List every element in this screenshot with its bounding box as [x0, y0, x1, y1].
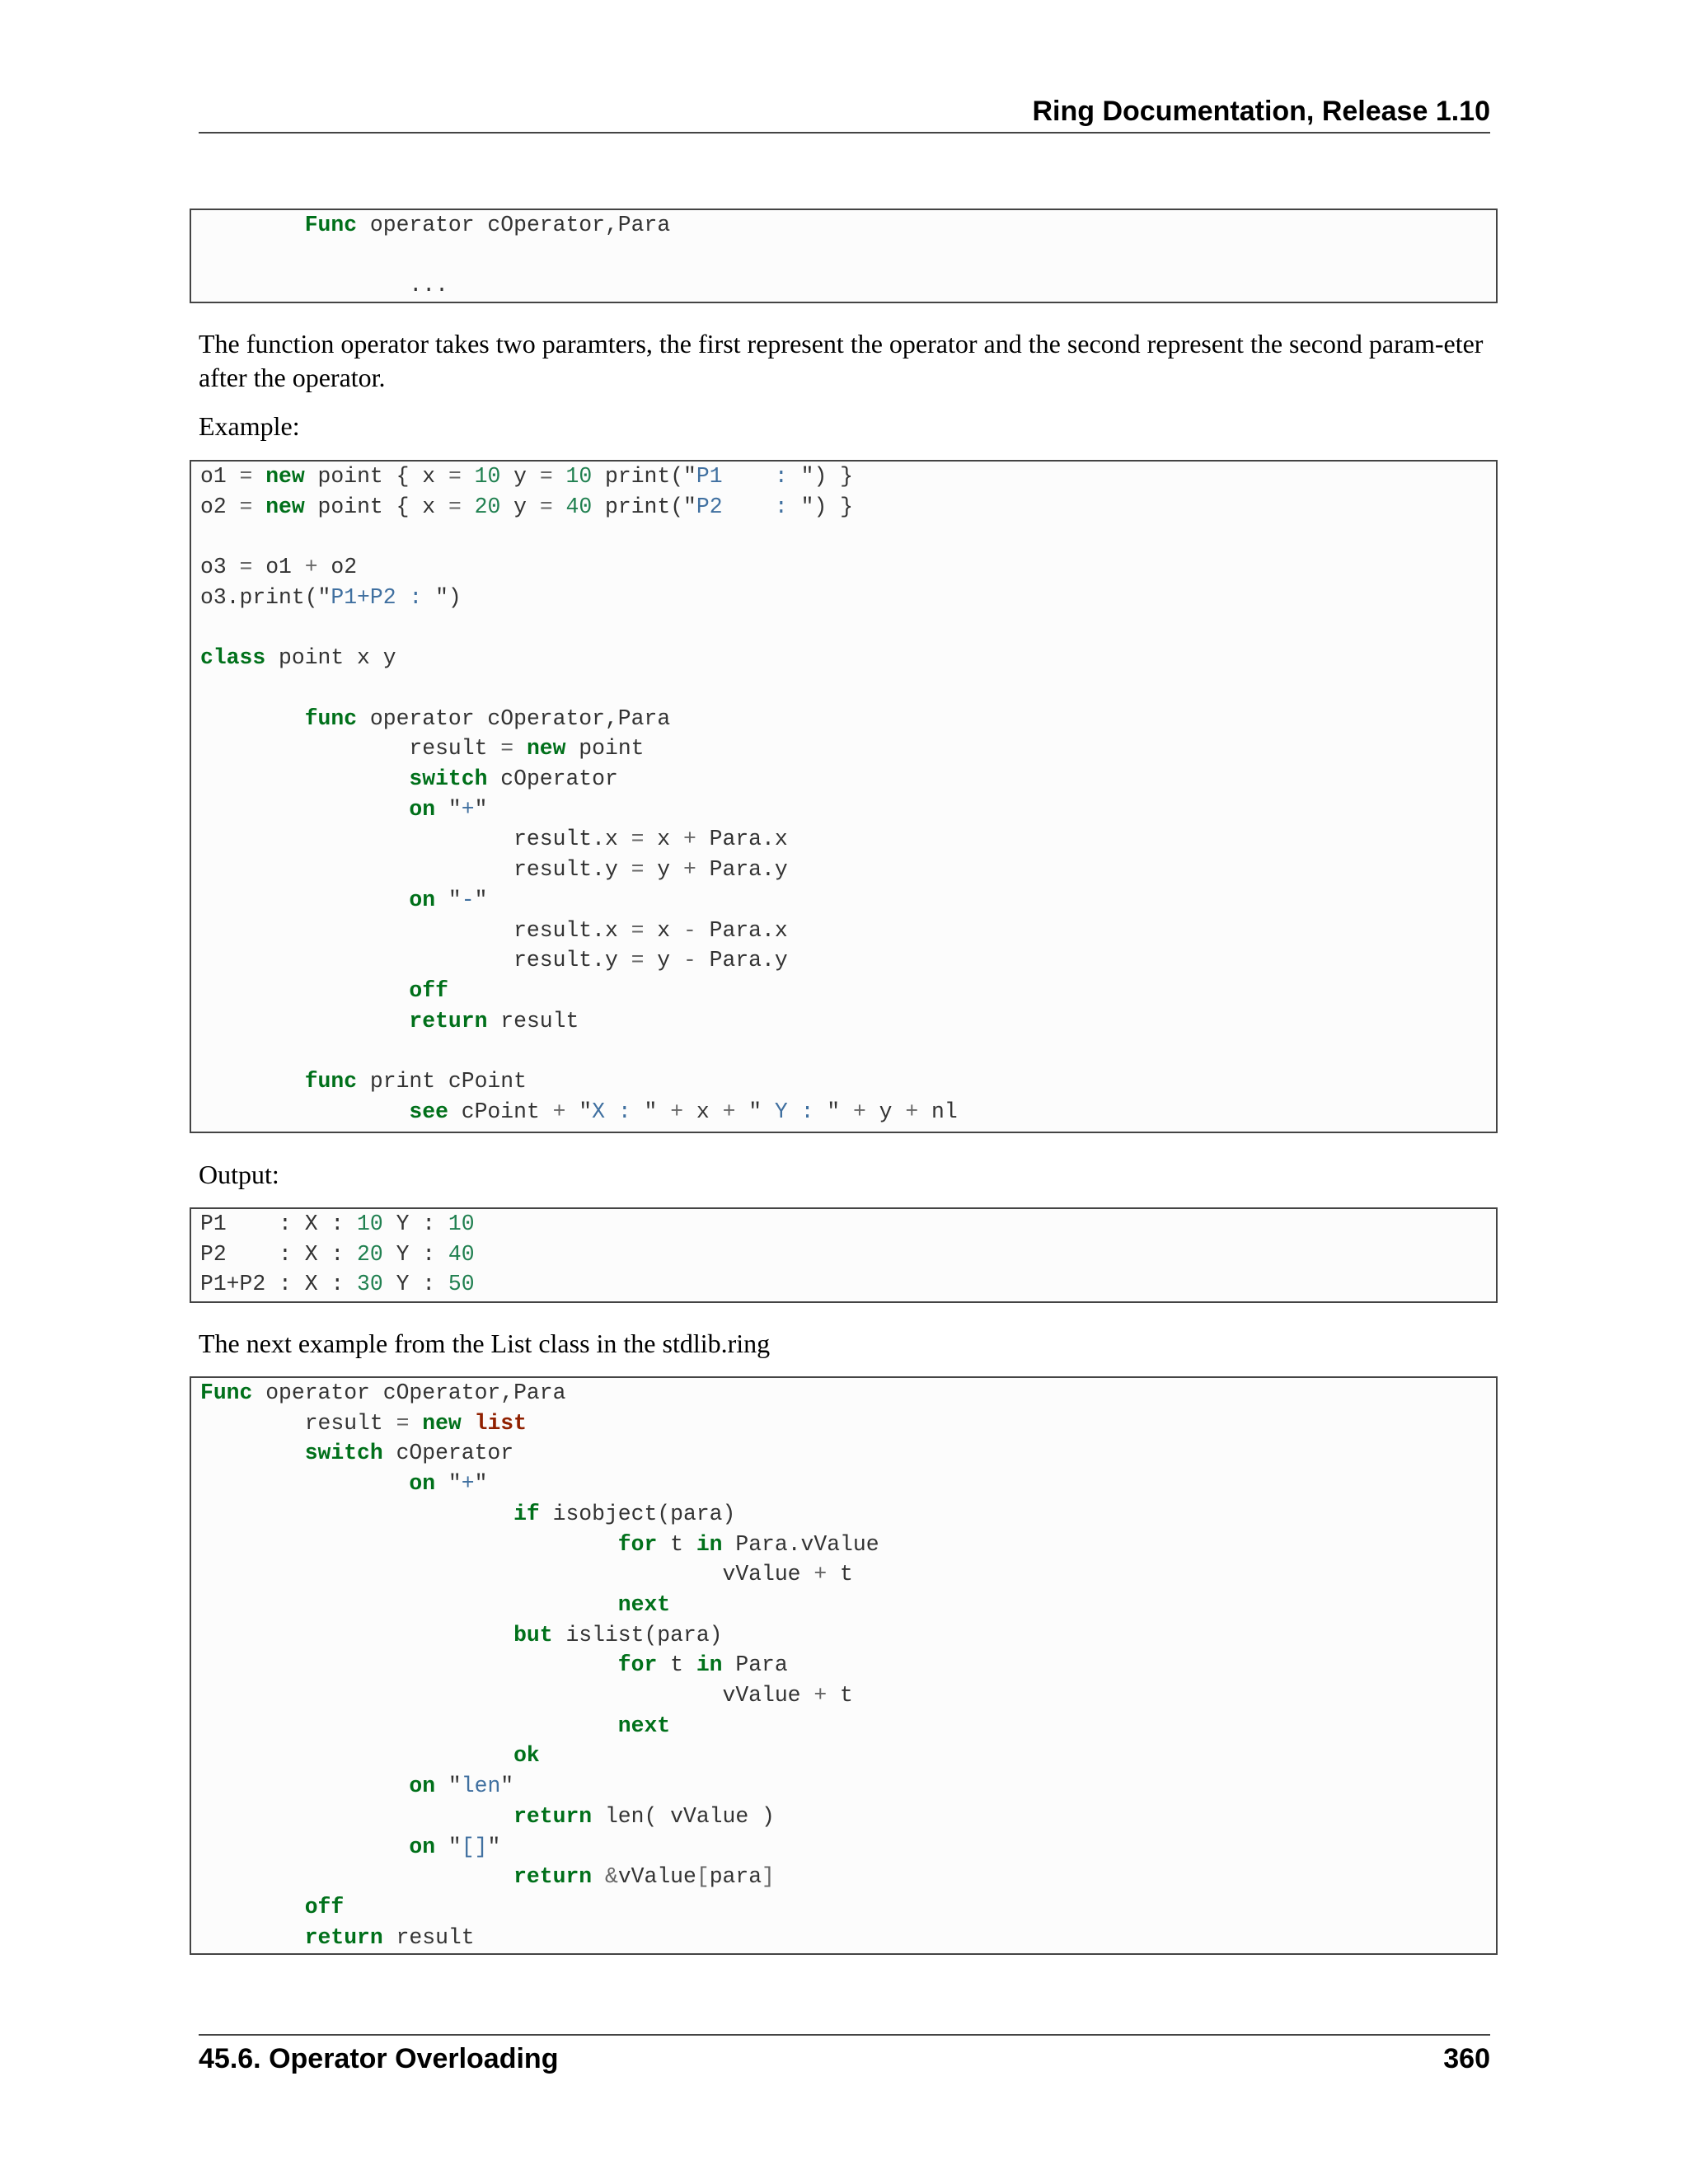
code-block-list-operator — [190, 1376, 1498, 1955]
page-header — [199, 91, 1490, 134]
code-block-func-signature — [190, 209, 1498, 303]
footer-section-title: 45.6. Operator Overloading — [199, 2043, 559, 2074]
output-block — [190, 1207, 1498, 1303]
code-block-content: Func operator cOperator,Para ... — [304, 213, 671, 298]
code-block-content: o1 = new point { x = 10 y = 10 print("P1 : ") } o2 = new point { x = 20 y = 40 print("P2 : ") } o3 = o1 + o2 o3.print("P1+P2 : ") class point x y func operator cOperator,Para result = new point switch cOperator on "+" result.x = x + Para.x result.y = y + Para.y on "-" result.x = x - Para.x result.y = y - Para.y off return result func print cPoint see cPoint + "X : " + x + " Y : " + y + nl — [200, 464, 958, 1124]
output-block-content: P1 : X : 10 Y : 10 P2 : X : 20 Y : 40 P1+P2 : X : 30 Y : 50 — [200, 1212, 475, 1297]
output-label: Output: — [199, 1160, 279, 1189]
code-block-content: Func operator cOperator,Para result = new list switch cOperator on "+" if isobject(para) for t in Para.vValue vValue + t next but islist(para) for t in Para vValue + t next ok on "len" return len( vValue ) on "[]" return &vValue[para] off return result — [200, 1380, 879, 1950]
header-title: Ring Documentation, Release 1.10 — [1032, 96, 1490, 127]
example-label: Example: — [199, 411, 300, 441]
page-number: 360 — [1443, 2043, 1490, 2074]
page-footer — [199, 2034, 1490, 2075]
paragraph-list-class: The next example from the List class in the stdlib.ring — [199, 1329, 771, 1358]
paragraph-operator-description: The function operator takes two paramters, the first represent the operator and the second represent the second param-eter after the operator. — [199, 329, 1484, 392]
code-block-point-example — [190, 460, 1498, 1133]
